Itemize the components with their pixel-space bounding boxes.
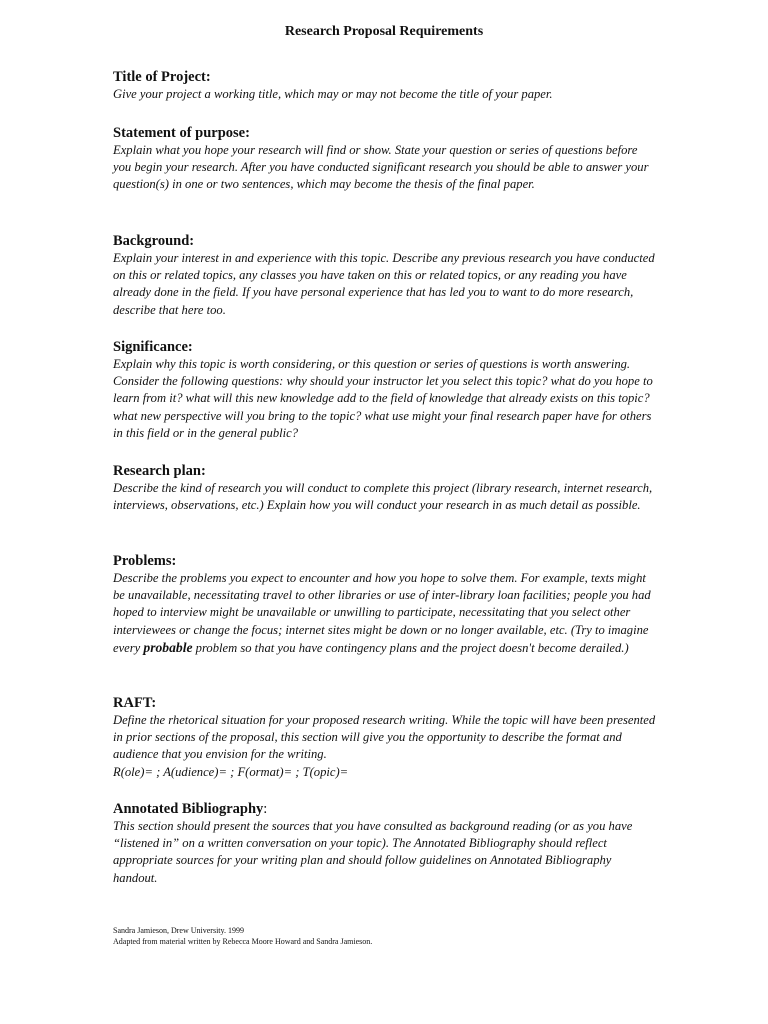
section-background bbox=[113, 232, 658, 319]
raft-formula: R(ole)= ; A(udience)= ; F(ormat)= ; T(opic)= bbox=[113, 764, 349, 779]
section-research-plan bbox=[113, 462, 658, 514]
section-body: Define the rhetorical situation for your proposed research writing. While the topic will have been presented in prior sections of the proposal, this section will give you the opportunity to describe the format and audience that you envision for the writing. bbox=[113, 713, 656, 762]
section-significance bbox=[113, 338, 658, 442]
section-heading bbox=[113, 800, 658, 818]
problems-text-before: Describe the problems you expect to encounter and how you hope to solve them. For example, texts might be unavailable, necessitating travel to other libraries or use of inter-library loan facilities; people you had hoped to interview might be unavailable or unwilling to participate, necessitating that you select other interviewees or change the focus; internet sites might be down or no longer available, etc. (Try to imagine every bbox=[113, 571, 651, 655]
footer-line: Adapted from material written by Rebecca Moore Howard and Sandra Jamieson. bbox=[113, 936, 373, 946]
section-body: Explain what you hope your research will find or show. State your question or series of questions before you begin your research. After you have conducted significant research you should be able to answer your question(s) in one or two sentences, which may become the thesis of the final paper. bbox=[113, 143, 649, 192]
section-heading: Research plan: bbox=[113, 463, 206, 479]
section-heading: RAFT: bbox=[113, 695, 157, 711]
problems-text-after: problem so that you have contingency plans and the project doesn't become derailed.) bbox=[192, 640, 629, 655]
section-body: This section should present the sources that you have consulted as background reading (or as you have “listened in” on a written conversation on your topic). The Annotated Bibliography should reflect appropriate sources for your writing plan and should follow guidelines on Annotated Bibliography handout. bbox=[113, 819, 633, 885]
footer-credits bbox=[113, 926, 372, 947]
footer-line: Sandra Jamieson, Drew University. 1999 bbox=[113, 926, 245, 935]
section-heading: Background: bbox=[113, 233, 195, 249]
section-body: Explain why this topic is worth considering, or this question or series of questions is worth answering. Consider the following questions: why should your instructor let you select this topic? what do you hope to learn from it? what will this new knowledge add to the field of knowledge that already exists on this topic? what new perspective will you bring to the topic? what use might your final research paper have for others in this field or in the general public? bbox=[113, 357, 653, 440]
probable-emphasis: probable bbox=[143, 639, 193, 655]
section-body bbox=[113, 570, 658, 657]
section-heading: Title of Project: bbox=[113, 69, 211, 85]
section-body: Explain your interest in and experience with this topic. Describe any previous research you have conducted on this or related topics, any classes you have taken on this or related topics, or any reading you have already done in the field. If you have personal experience that has led you to want to do more research, describe that here too. bbox=[113, 251, 655, 317]
section-annotated-bibliography bbox=[113, 800, 658, 887]
section-problems bbox=[113, 552, 658, 657]
section-body: Give your project a working title, which may or may not become the title of your paper. bbox=[113, 87, 553, 101]
document-title: Research Proposal Requirements bbox=[284, 24, 484, 39]
section-heading: Significance: bbox=[113, 339, 193, 355]
heading-colon: : bbox=[263, 801, 268, 817]
annotated-bibliography-heading: Annotated Bibliography bbox=[113, 801, 264, 817]
section-statement-of-purpose bbox=[113, 124, 658, 194]
section-raft bbox=[113, 694, 658, 781]
section-body: Describe the kind of research you will conduct to complete this project (library research, internet research, interviews, observations, etc.) Explain how you will conduct your research in as much detail as possible. bbox=[113, 481, 653, 513]
section-title-of-project bbox=[113, 68, 658, 103]
section-heading: Problems: bbox=[113, 553, 177, 569]
section-heading: Statement of purpose: bbox=[113, 125, 250, 141]
